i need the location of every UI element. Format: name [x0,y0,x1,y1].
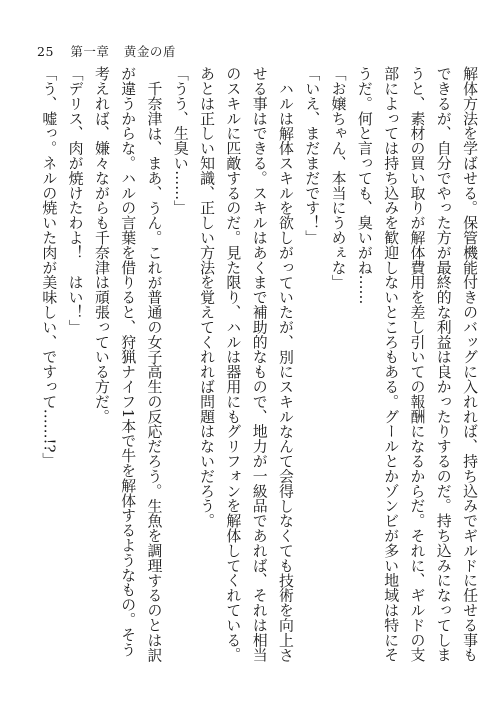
text-line: 千奈津は、まあ、うん。これが普通の女子高生の反応だろう。生魚を調理するのとは訳 [145,80,164,662]
dialogue-line: 「う、嘘っ。ネルの焼いた肉が美味しい、ですって……!?」 [40,66,59,468]
text-line: のスキルに匹敵するのだ。見た限り、ハルは器用にもグリフォンを解体してくれている。 [224,66,243,662]
text-line: うと、素材の買い取りが解体費用を差し引いての報酬になるからだ。それに、ギルドの支 [408,66,427,662]
running-header [37,42,176,60]
dialogue-line: 「いえ、まだまだです！」 [303,66,322,245]
text-line: 部によっては持ち込みを歓迎しないところもある。グールとかゾンビが多い地域は特にそ [382,66,401,662]
vertical-body-text [36,66,483,662]
dialogue-line: 「うう、生臭い……」 [171,66,190,215]
text-line: できるが、自分でやった方が最終的な利益は良かったりするのだ。持ち込みになってしま [434,66,453,662]
text-line: うだ。何と言っても、臭いがね…… [355,66,374,305]
text-line: あとは正しい知識、正しい方法を覚えてくれれば問題はないだろう。 [198,66,217,528]
text-line: が違うからな。ハルの言葉を借りると、狩猟ナイフ1本で牛を解体するようなもの。そう [119,66,138,657]
text-line: せる事はできる。スキルはあくまで補助的なもので、地力が一級品であれば、それは相当 [250,66,269,662]
chapter-label: 第一章 [70,44,110,59]
dialogue-line: 「デリス、肉が焼けたわよ！ はい！」 [66,66,85,335]
text-line: ハルは解体スキルを欲しがっていたが、別にスキルなんて会得しなくても技術を向上さ [276,80,295,662]
dialogue-line: 「お嬢ちゃん、本当にうめぇな」 [329,66,348,290]
body-text-block [36,66,480,666]
text-line: 考えれば、嫌々ながらも千奈津は頑張っている方だ。 [92,66,111,424]
page-number: 25 [37,44,54,59]
chapter-title: 黄金の盾 [123,44,176,59]
text-line: 解体方法を学ばせる。保管機能付きのバッグに入れれば、持ち込みでギルドに任せる事も [461,66,480,662]
